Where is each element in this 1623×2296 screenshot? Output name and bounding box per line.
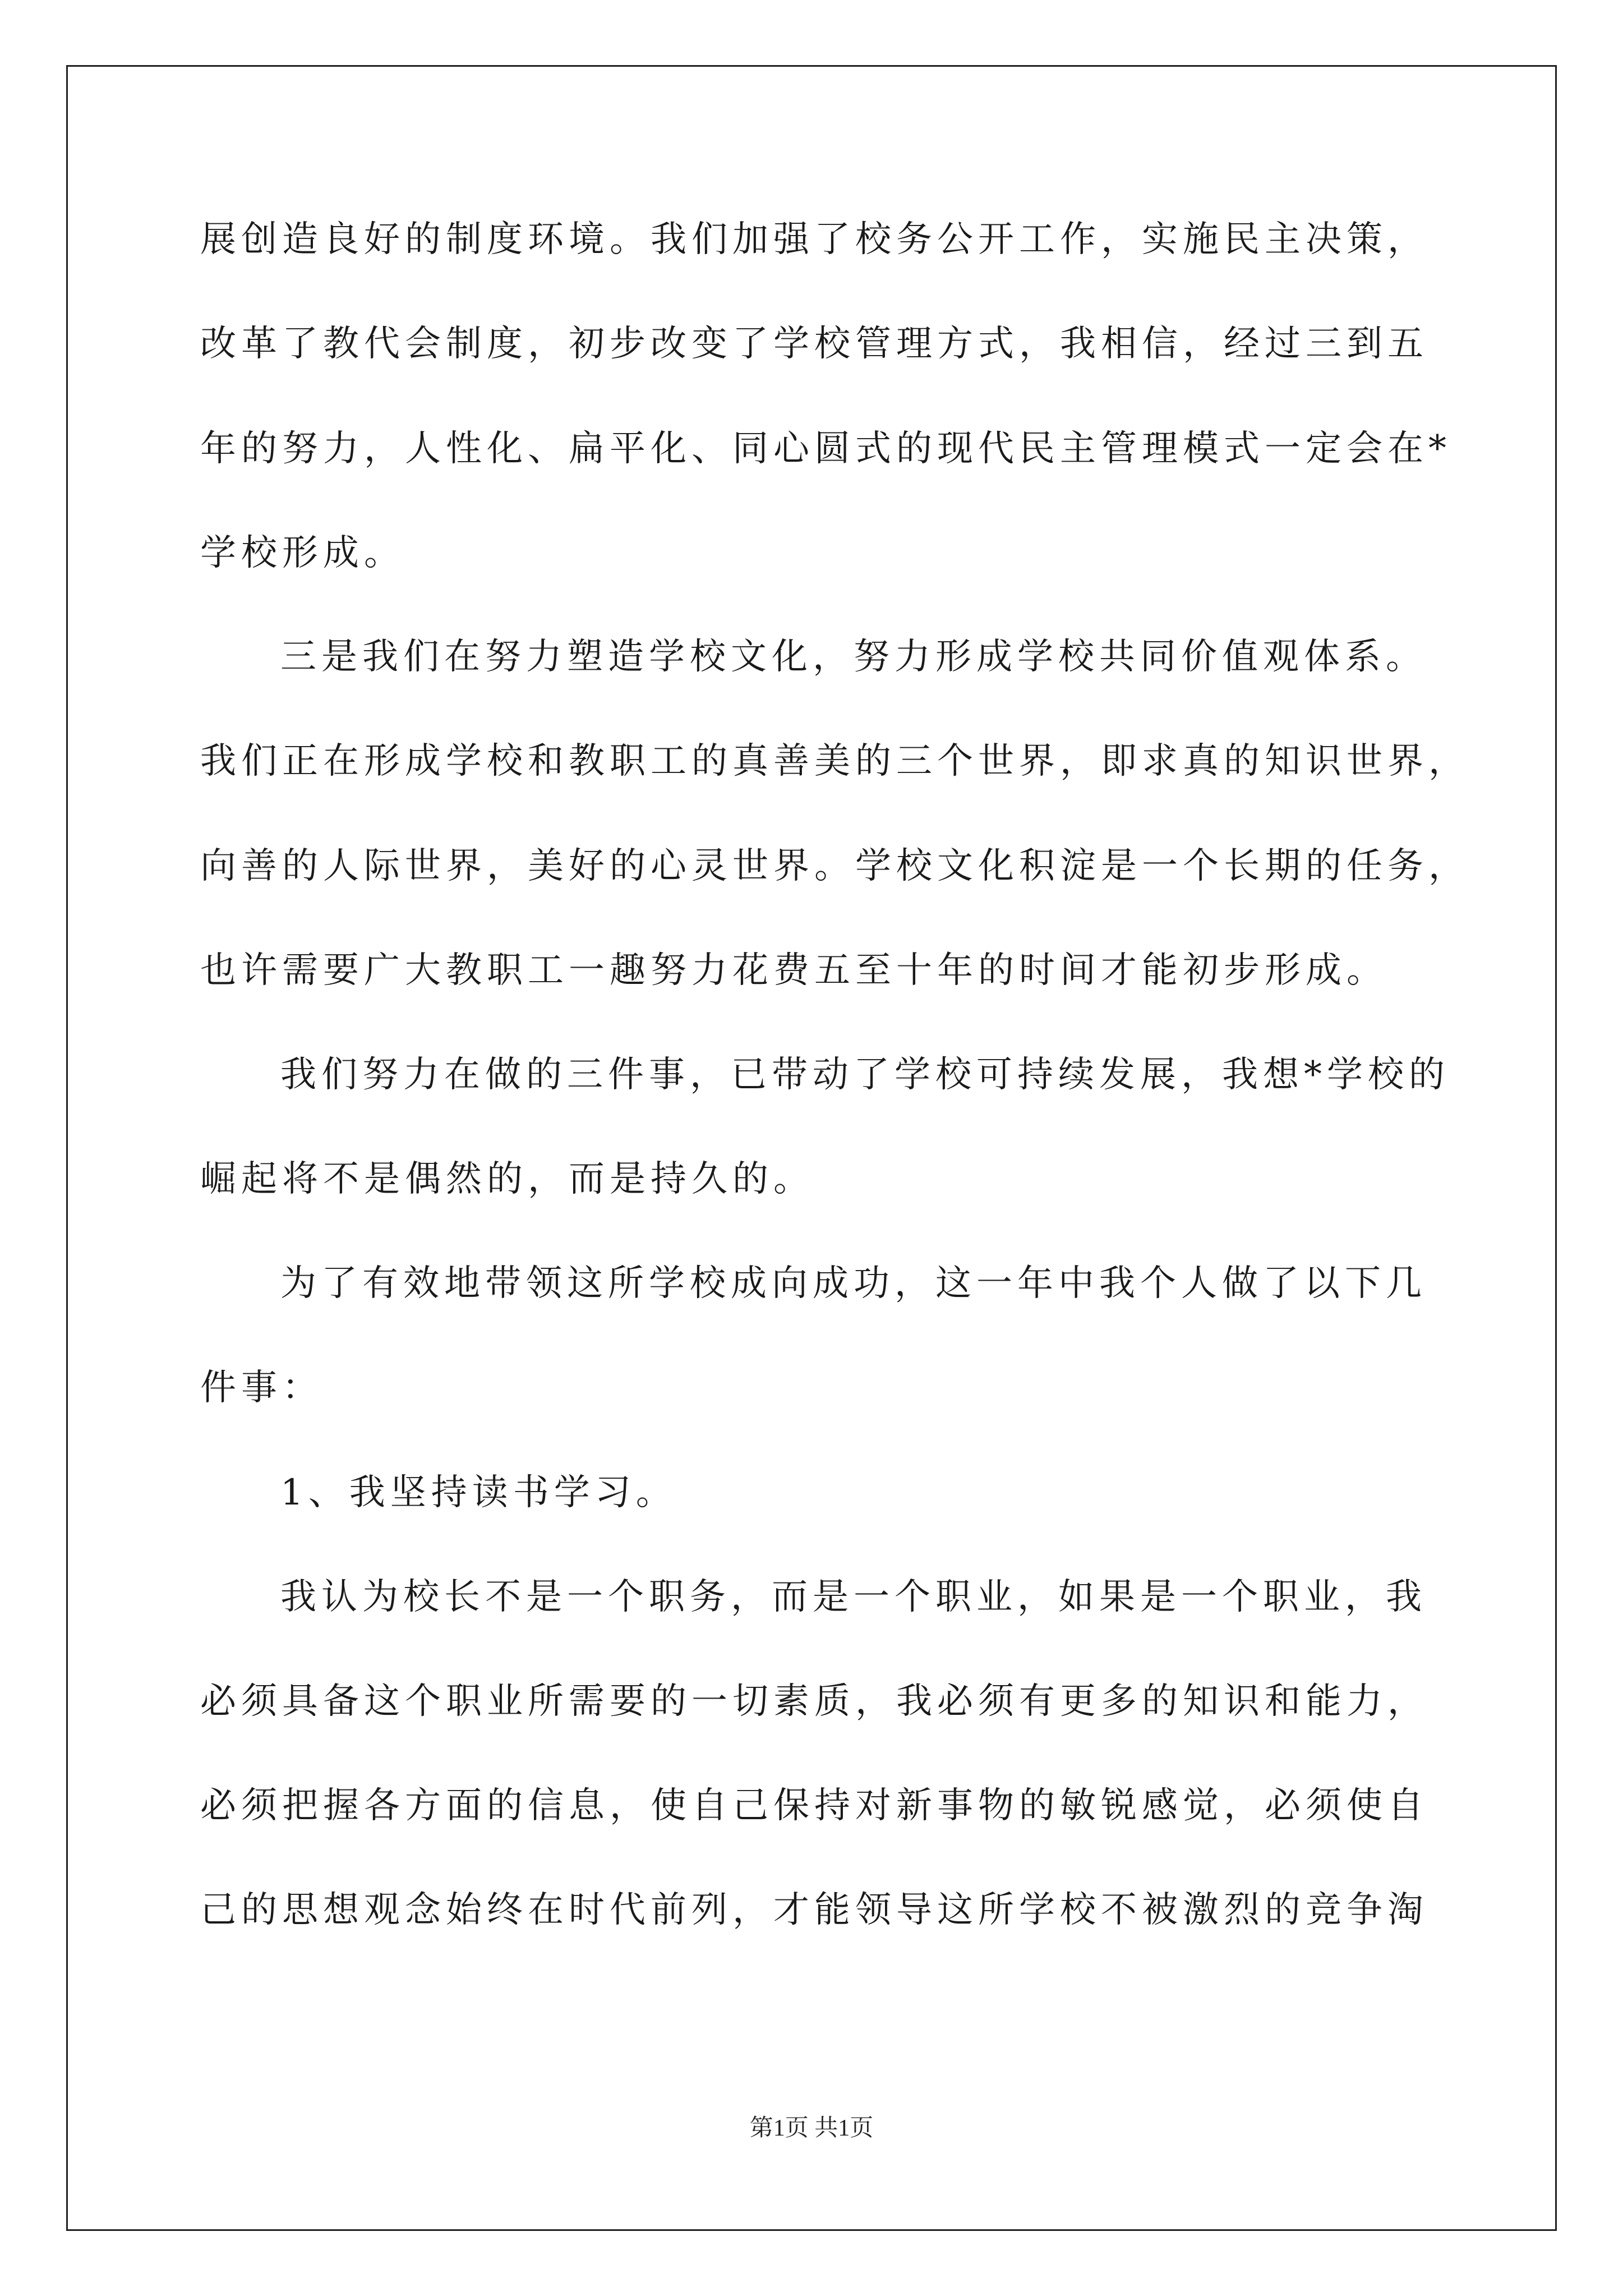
paragraph-first-line: 我认为校长不是一个职务，而是一个职业，如果是一个职业，我 bbox=[280, 1576, 1427, 1618]
text-line: 向善的人际世界，美好的心灵世界。学校文化积淀是一个长期的任务， bbox=[200, 845, 1469, 887]
text-line: 必须具备这个职业所需要的一切素质，我必须有更多的知识和能力， bbox=[200, 1681, 1428, 1722]
text-line: 展创造良好的制度环境。我们加强了校务公开工作，实施民主决策， bbox=[200, 219, 1428, 260]
page-footer: 第1页 共1页 bbox=[749, 2115, 874, 2141]
text-line: 我们正在形成学校和教职工的真善美的三个世界，即求真的知识世界， bbox=[200, 740, 1469, 782]
text-line: 崛起将不是偶然的，而是持久的。 bbox=[200, 1158, 814, 1200]
paragraph-first-line: 三是我们在努力塑造学校文化，努力形成学校共同价值观体系。 bbox=[280, 636, 1427, 678]
text-line: 改革了教代会制度，初步改变了学校管理方式，我相信，经过三到五 bbox=[200, 323, 1428, 365]
text-line: 学校形成。 bbox=[200, 532, 405, 574]
paragraph-first-line: 为了有效地带领这所学校成向成功，这一年中我个人做了以下几 bbox=[280, 1263, 1427, 1304]
section-heading: 1、我坚持读书学习。 bbox=[280, 1472, 677, 1513]
text-line: 己的思想观念始终在时代前列，才能领导这所学校不被激烈的竞争淘 bbox=[200, 1889, 1428, 1931]
text-line: 件事： bbox=[200, 1367, 323, 1409]
text-line: 年的努力，人性化、扁平化、同心圆式的现代民主管理模式一定会在* bbox=[200, 428, 1451, 470]
paragraph-first-line: 我们努力在做的三件事，已带动了学校可持续发展，我想*学校的 bbox=[280, 1054, 1450, 1096]
text-line: 也许需要广大教职工一趣努力花费五至十年的时间才能初步形成。 bbox=[200, 950, 1387, 991]
text-line: 必须把握各方面的信息，使自己保持对新事物的敏锐感觉，必须使自 bbox=[200, 1785, 1428, 1826]
